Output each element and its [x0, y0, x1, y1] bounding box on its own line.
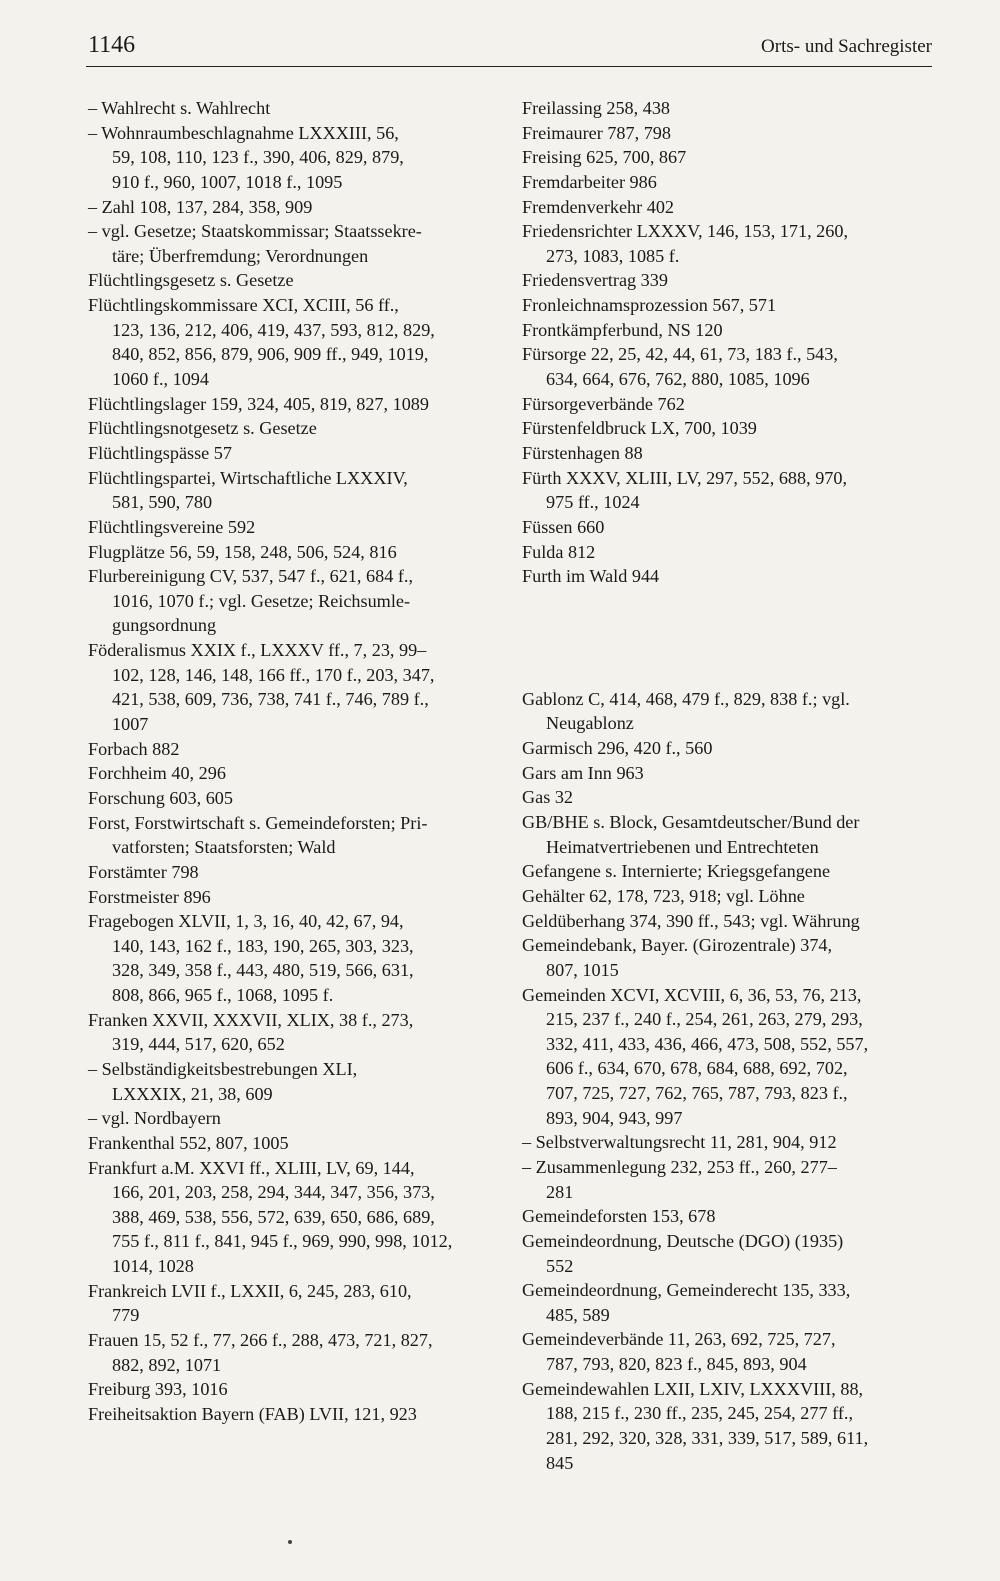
index-entry: Fürth XXXV, XLIII, LV, 297, 552, 688, 970,: [522, 467, 848, 488]
index-entry-continuation: täre; Überfremdung; Verordnungen: [112, 245, 369, 266]
index-entry: Freising 625, 700, 867: [522, 147, 687, 168]
index-entry: – vgl. Gesetze; Staatskommissar; Staatssekre-: [88, 221, 422, 242]
page-speck: [288, 1540, 292, 1544]
index-entry-continuation: 59, 108, 110, 123 f., 390, 406, 829, 879,: [112, 147, 404, 168]
index-entry: Gemeindewahlen LXII, LXIV, LXXXVIII, 88,: [522, 1378, 864, 1399]
index-entry: Fürsorgeverbände 762: [522, 393, 685, 414]
index-entry: Forbach 882: [88, 738, 180, 759]
index-entry: Garmisch 296, 420 f., 560: [522, 738, 713, 759]
index-entry: Flüchtlingsgesetz s. Gesetze: [88, 270, 294, 291]
index-entry: Flugplätze 56, 59, 158, 248, 506, 524, 816: [88, 541, 397, 562]
index-entry-continuation: LXXXIX, 21, 38, 609: [112, 1083, 273, 1104]
index-entry-continuation: 552: [546, 1255, 574, 1276]
index-entry: Frankenthal 552, 807, 1005: [88, 1132, 289, 1153]
index-entry: Forstmeister 896: [88, 886, 211, 907]
index-entry: Friedensrichter LXXXV, 146, 153, 171, 260,: [522, 221, 848, 242]
index-entry-continuation: 787, 793, 820, 823 f., 845, 893, 904: [546, 1354, 807, 1375]
page-header: [86, 30, 932, 67]
index-entry: Forchheim 40, 296: [88, 763, 226, 784]
index-entry: Fremdenverkehr 402: [522, 196, 675, 217]
right-column-g-entries: [522, 687, 934, 1476]
index-entry: Flüchtlingslager 159, 324, 405, 819, 827, 1089: [88, 393, 429, 414]
left-column: [88, 96, 498, 1427]
index-entry-continuation: Neugablonz: [546, 713, 634, 734]
index-entry: – Wahlrecht s. Wahlrecht: [88, 98, 271, 118]
index-entry-continuation: Heimatvertriebenen und Entrechteten: [546, 836, 819, 857]
index-entry-continuation: 755 f., 811 f., 841, 945 f., 969, 990, 998, 1012,: [112, 1231, 453, 1252]
index-entry-continuation: 1016, 1070 f.; vgl. Gesetze; Reichsumle-: [112, 590, 411, 611]
index-entry-continuation: 215, 237 f., 240 f., 254, 261, 263, 279, 293,: [546, 1009, 863, 1030]
index-entry: Frauen 15, 52 f., 77, 266 f., 288, 473, 721, 827,: [88, 1330, 433, 1351]
index-entry: Flüchtlingsvereine 592: [88, 516, 256, 537]
index-entry: Geldüberhang 374, 390 ff., 543; vgl. Währung: [522, 910, 860, 931]
index-entry-continuation: 1007: [112, 714, 149, 735]
index-entry: Franken XXVII, XXXVII, XLIX, 38 f., 273,: [88, 1009, 414, 1030]
index-entry: Gemeinden XCVI, XCVIII, 6, 36, 53, 76, 213,: [522, 984, 862, 1005]
index-entry-continuation: 281, 292, 320, 328, 331, 339, 517, 589, 611,: [546, 1428, 869, 1449]
index-entry: Flurbereinigung CV, 537, 547 f., 621, 684 f.,: [88, 566, 414, 587]
index-entry: Freimaurer 787, 798: [522, 122, 671, 143]
index-entry-continuation: 910 f., 960, 1007, 1018 f., 1095: [112, 171, 343, 192]
index-entry: Flüchtlingsnotgesetz s. Gesetze: [88, 418, 317, 439]
index-entry: Gemeindeordnung, Deutsche (DGO) (1935): [522, 1230, 844, 1251]
index-entry-continuation: 606 f., 634, 670, 678, 684, 688, 692, 702,: [546, 1058, 848, 1079]
index-entry: Flüchtlingspässe 57: [88, 442, 232, 463]
index-entry: Gemeindeverbände 11, 263, 692, 725, 727,: [522, 1329, 836, 1350]
index-entry-continuation: 893, 904, 943, 997: [546, 1107, 683, 1128]
index-entry-continuation: 779: [112, 1305, 140, 1326]
index-entry: Fragebogen XLVII, 1, 3, 16, 40, 42, 67, 94,: [88, 911, 404, 932]
index-entry-continuation: 1014, 1028: [112, 1256, 194, 1277]
index-entry-continuation: 123, 136, 212, 406, 419, 437, 593, 812, 829,: [112, 319, 435, 340]
index-entry: Freiburg 393, 1016: [88, 1379, 228, 1400]
index-entry: Frankfurt a.M. XXVI ff., XLIII, LV, 69, 144,: [88, 1157, 415, 1178]
index-entry: Forstämter 798: [88, 861, 199, 882]
index-entry-continuation: 188, 215 f., 230 ff., 235, 245, 254, 277 ff.,: [546, 1403, 853, 1424]
index-entry: Gars am Inn 963: [522, 762, 644, 783]
index-entry: – Wohnraumbeschlagnahme LXXXIII, 56,: [88, 122, 399, 143]
letter-section-gap: [522, 589, 934, 687]
index-entry: GB/BHE s. Block, Gesamtdeutscher/Bund der: [522, 812, 860, 833]
right-column: [522, 96, 934, 1475]
index-entry: Fulda 812: [522, 541, 596, 562]
index-entry: – vgl. Nordbayern: [88, 1108, 221, 1129]
index-entry-continuation: 328, 349, 358 f., 443, 480, 519, 566, 631,: [112, 960, 414, 981]
index-entry-continuation: 634, 664, 676, 762, 880, 1085, 1096: [546, 369, 810, 390]
index-entry-continuation: 807, 1015: [546, 959, 619, 980]
index-entry-continuation: 166, 201, 203, 258, 294, 344, 347, 356, 373,: [112, 1182, 435, 1203]
index-entry-continuation: 421, 538, 609, 736, 738, 741 f., 746, 789 f.,: [112, 689, 429, 710]
index-entry: – Selbstverwaltungsrecht 11, 281, 904, 912: [522, 1132, 837, 1153]
index-entry-continuation: 808, 866, 965 f., 1068, 1095 f.: [112, 985, 334, 1006]
index-entry: Gemeindeforsten 153, 678: [522, 1206, 716, 1227]
page-number: 1146: [88, 32, 136, 58]
index-entry: Gablonz C, 414, 468, 479 f., 829, 838 f.; vgl.: [522, 688, 850, 709]
index-entry-continuation: 485, 589: [546, 1304, 610, 1325]
index-entry-continuation: 882, 892, 1071: [112, 1354, 222, 1375]
index-entry: Forschung 603, 605: [88, 787, 233, 808]
index-entry-continuation: 273, 1083, 1085 f.: [546, 245, 680, 266]
index-entry: Füssen 660: [522, 516, 605, 537]
index-entry-continuation: vatforsten; Staatsforsten; Wald: [112, 837, 336, 858]
index-entry: Fronleichnamsprozession 567, 571: [522, 295, 777, 316]
index-entry: Fürstenhagen 88: [522, 442, 643, 463]
index-entry: Frontkämpferbund, NS 120: [522, 319, 723, 340]
index-entry-continuation: gungsordnung: [112, 615, 217, 636]
index-entry: Gehälter 62, 178, 723, 918; vgl. Löhne: [522, 885, 805, 906]
index-entry: Flüchtlingskommissare XCI, XCIII, 56 ff.,: [88, 295, 399, 316]
index-entry: Fürsorge 22, 25, 42, 44, 61, 73, 183 f., 543,: [522, 344, 838, 365]
index-entry-continuation: 102, 128, 146, 148, 166 ff., 170 f., 203, 347,: [112, 664, 435, 685]
index-entry: Fremdarbeiter 986: [522, 171, 657, 192]
index-entry: Gemeindebank, Bayer. (Girozentrale) 374,: [522, 935, 833, 956]
index-entry: Flüchtlingspartei, Wirtschaftliche LXXXIV,: [88, 467, 408, 488]
running-head: Orts- und Sachregister: [761, 36, 932, 57]
index-entry-continuation: 1060 f., 1094: [112, 369, 209, 390]
index-entry-continuation: 388, 469, 538, 556, 572, 639, 650, 686, 689,: [112, 1206, 435, 1227]
index-entry-continuation: 281: [546, 1181, 574, 1202]
index-entry: – Zusammenlegung 232, 253 ff., 260, 277–: [522, 1156, 837, 1177]
index-entry-continuation: 319, 444, 517, 620, 652: [112, 1034, 285, 1055]
index-entry: – Zahl 108, 137, 284, 358, 909: [88, 196, 313, 217]
right-column-f-entries: [522, 96, 934, 589]
index-entry: Forst, Forstwirtschaft s. Gemeindeforsten; Pri-: [88, 812, 428, 833]
index-entry-continuation: 845: [546, 1452, 574, 1473]
index-entry: Fürstenfeldbruck LX, 700, 1039: [522, 418, 757, 439]
index-entry-continuation: 140, 143, 162 f., 183, 190, 265, 303, 323,: [112, 935, 414, 956]
index-entry-continuation: 332, 411, 433, 436, 466, 473, 508, 552, 557,: [546, 1033, 869, 1054]
index-entry-continuation: 581, 590, 780: [112, 492, 213, 513]
index-entry: Gemeindeordnung, Gemeinderecht 135, 333,: [522, 1280, 851, 1301]
index-entry: Friedensvertrag 339: [522, 270, 668, 291]
index-entry-continuation: 975 ff., 1024: [546, 492, 640, 513]
index-entry: Gas 32: [522, 787, 574, 808]
index-entry: Furth im Wald 944: [522, 566, 660, 587]
index-entry: Frankreich LVII f., LXXII, 6, 245, 283, 610,: [88, 1280, 412, 1301]
index-entry: Freilassing 258, 438: [522, 98, 671, 118]
index-entry: Gefangene s. Internierte; Kriegsgefangene: [522, 861, 831, 882]
index-entry-continuation: 707, 725, 727, 762, 765, 787, 793, 823 f.,: [546, 1083, 848, 1104]
index-entry: Freiheitsaktion Bayern (FAB) LVII, 121, 923: [88, 1403, 417, 1424]
index-entry: Föderalismus XXIX f., LXXXV ff., 7, 23, 99–: [88, 640, 427, 661]
index-entry: – Selbständigkeitsbestrebungen XLI,: [88, 1058, 358, 1079]
index-entry-continuation: 840, 852, 856, 879, 906, 909 ff., 949, 1019,: [112, 344, 429, 365]
